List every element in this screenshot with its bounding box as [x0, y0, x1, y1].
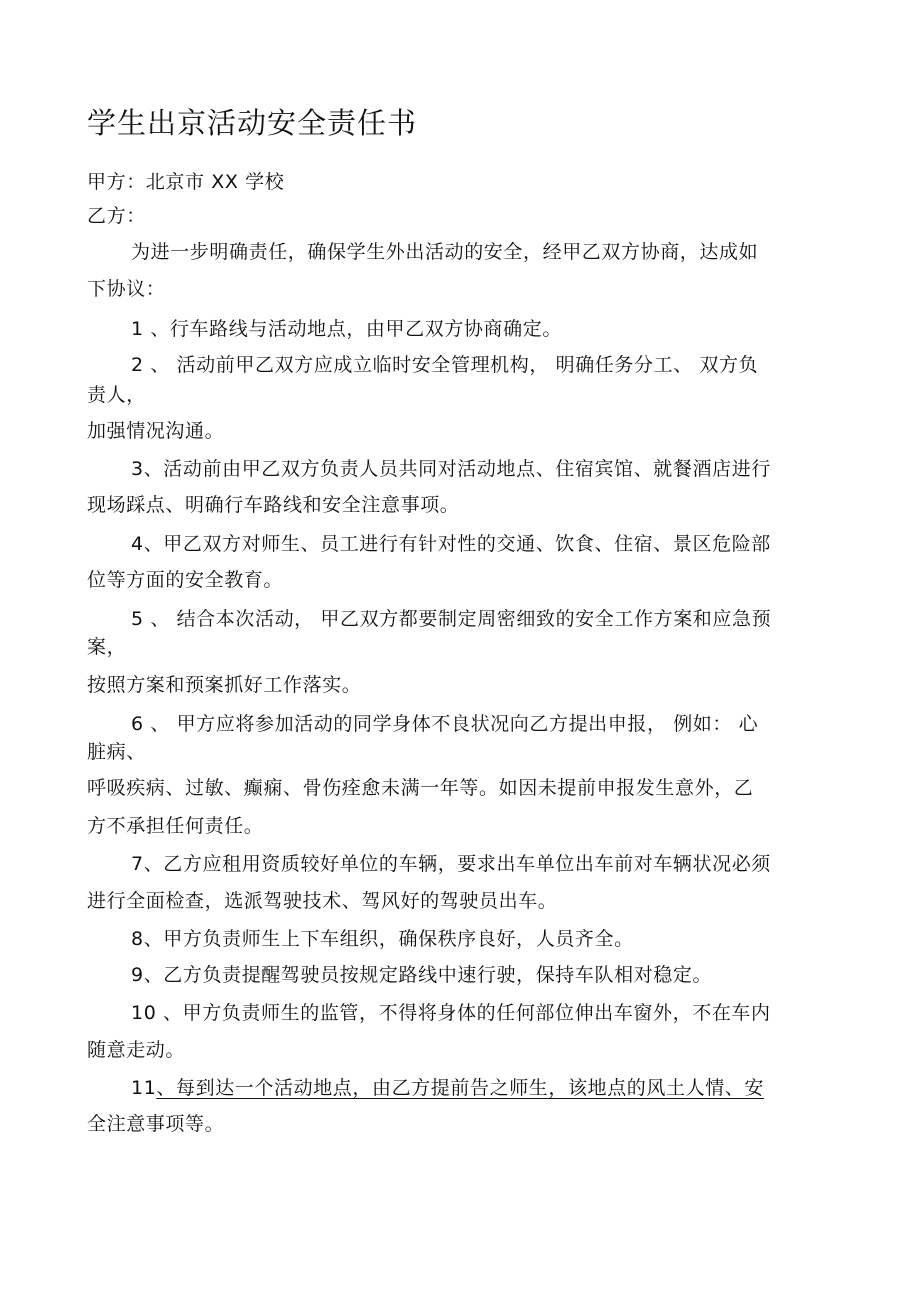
intro-line-2: 下协议：: [87, 278, 166, 300]
clause-3-line-1: 3、活动前由甲乙双方负责人员共同对活动地点、住宿宾馆、就餐酒店进行: [131, 458, 771, 480]
party-b-line: 乙方：: [87, 205, 146, 227]
document-title: 学生出京活动安全责任书: [87, 106, 418, 140]
clause-2-line-3: 加强情况沟通。: [87, 420, 225, 442]
clause-10-line-1: 10 、甲方负责师生的监管，不得将身体的任何部位伸出车窗外，不在车内: [131, 1002, 771, 1024]
clause-11-number: 11: [131, 1077, 157, 1099]
clause-2-line-1: 2 、 活动前甲乙双方应成立临时安全管理机构， 明确任务分工、 双方负: [131, 354, 759, 376]
intro-line-1: 为进一步明确责任，确保学生外出活动的安全，经甲乙双方协商，达成如: [131, 241, 759, 263]
clause-8-line-1: 8、甲方负责师生上下车组织，确保秩序良好，人员齐全。: [131, 928, 634, 950]
clause-5-line-2: 案，: [87, 636, 127, 658]
clause-2-line-2: 责人，: [87, 384, 146, 406]
clause-3-line-2: 现场踩点、明确行车路线和安全注意事项。: [87, 494, 460, 516]
clause-11-underlined-text: 、每到达一个活动地点，由乙方提前告之师生，该地点的风土人情、安: [156, 1077, 764, 1099]
clause-9-line-1: 9、乙方负责提醒驾驶员按规定路线中速行驶，保持车队相对稳定。: [131, 964, 713, 986]
clause-10-line-2: 随意走动。: [87, 1039, 186, 1061]
party-a-line: 甲方：北京市 XX 学校: [87, 171, 285, 193]
clause-4-line-1: 4、甲乙双方对师生、员工进行有针对性的交通、饮食、住宿、景区危险部: [131, 533, 771, 555]
clause-6-line-4: 方不承担任何责任。: [87, 815, 264, 837]
clause-7-line-2: 进行全面检查，选派驾驶技术、驾风好的驾驶员出车。: [87, 890, 558, 912]
clause-1-line-1: 1 、行车路线与活动地点，由甲乙双方协商确定。: [131, 318, 562, 340]
clause-11-line-2: 全注意事项等。: [87, 1113, 225, 1135]
clause-6-line-2: 脏病、: [87, 741, 146, 763]
clause-5-line-3: 按照方案和预案抓好工作落实。: [87, 674, 362, 696]
clause-5-line-1: 5 、 结合本次活动， 甲乙双方都要制定周密细致的安全工作方案和应急预: [131, 608, 772, 630]
clause-11-line-1: [131, 1076, 764, 1100]
clause-6-line-3: 呼吸疾病、过敏、癫痫、骨伤痊愈未满一年等。如因未提前申报发生意外，乙: [87, 777, 754, 799]
clause-6-line-1: 6 、 甲方应将参加活动的同学身体不良状况向乙方提出申报， 例如： 心: [131, 713, 759, 735]
clause-7-line-1: 7、乙方应租用资质较好单位的车辆，要求出车单位出车前对车辆状况必须: [131, 853, 771, 875]
clause-4-line-2: 位等方面的安全教育。: [87, 569, 284, 591]
